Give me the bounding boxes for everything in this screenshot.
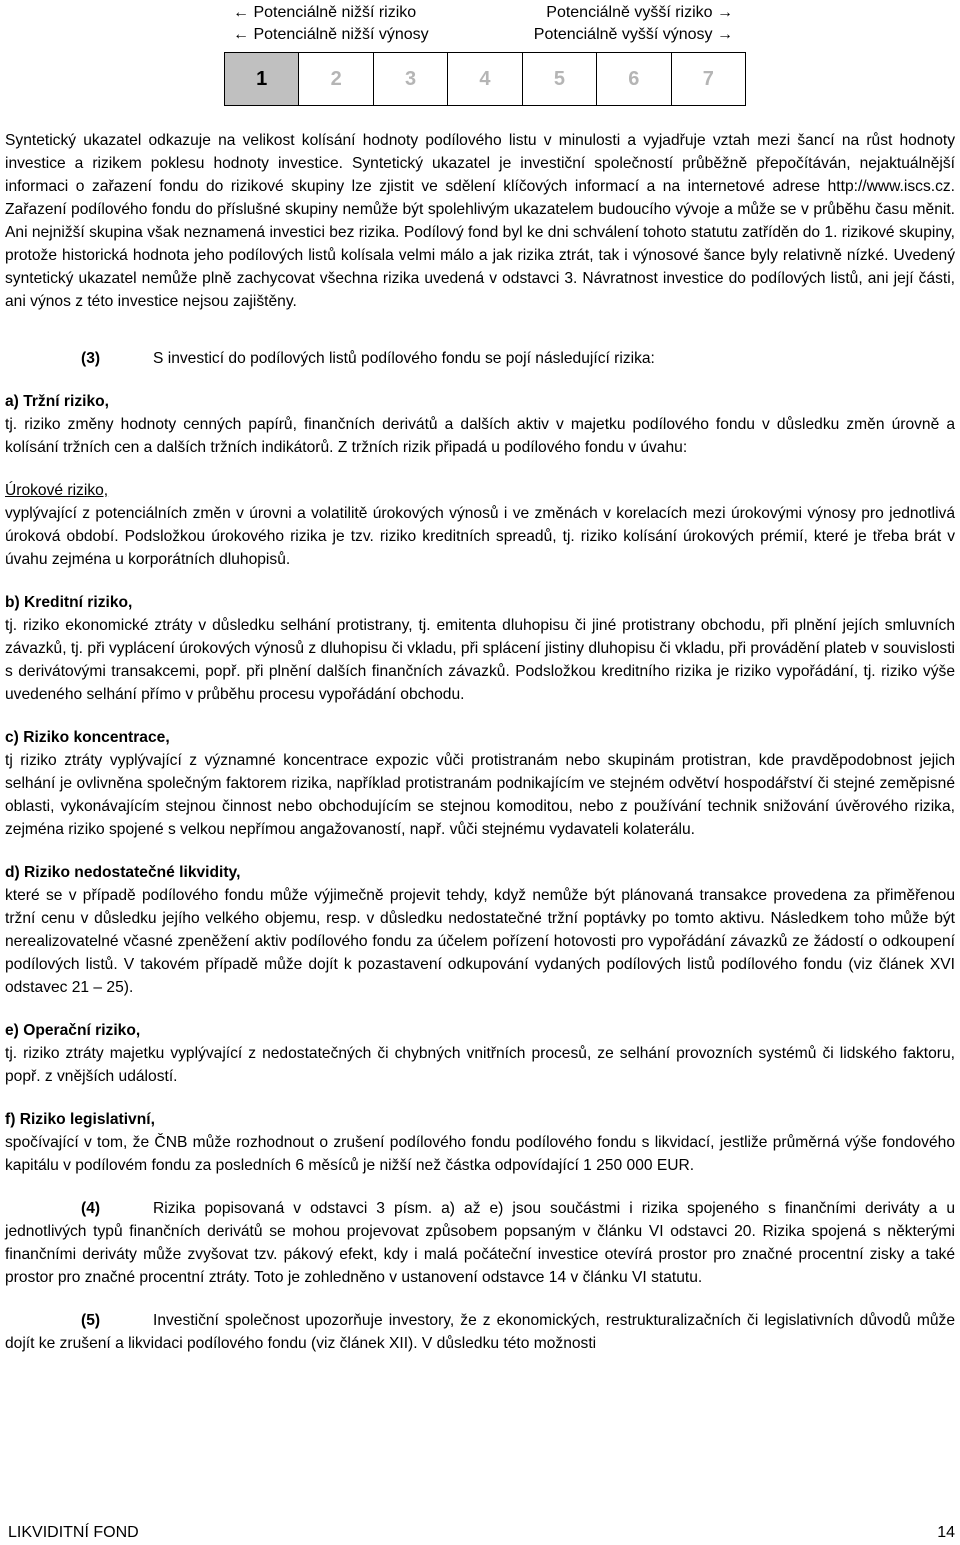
paragraph-number: (5): [81, 1312, 101, 1329]
credit-risk-heading: b) Kreditní riziko,: [5, 594, 133, 611]
risk-level-cell: 6: [597, 53, 671, 106]
lower-returns-label: ← Potenciálně nižší výnosy: [233, 26, 429, 43]
paragraph-text: Investiční společnost upozorňuje investory, že z ekonomických, restrukturalizačních či legislativních důvodů může dojít ke zrušení a likvidaci podílového fondu (viz článek XII). V důsledku této možnosti: [5, 1312, 955, 1352]
paragraph-text: Rizika popisovaná v odstavci 3 písm. a) až e) jsou součástmi i rizika spojeného s finančními deriváty a u jednotlivých typů finančních derivátů se mohou projevovat způsobem popsaným v článku VI odstavci 20. Rizika spojená s některými finančními deriváty může zvyšovat tzv. pákový efekt, kdy i malá počáteční investice otevírá prostor pro značné procentní zisky a také prostor pro značné procentní ztráty. Toto je zohledněno v ustanovení odstavce 14 v článku VI statutu.: [5, 1200, 955, 1286]
paragraph-number: (4): [81, 1200, 101, 1217]
higher-risk-label: Potenciálně vyšší riziko →: [546, 4, 733, 21]
market-risk-text: tj. riziko změny hodnoty cenných papírů, finančních derivátů a dalších aktiv v majetku podílového fondu v důsledku změn úrovně a kolísání tržních cen a dalších tržních indikátorů. Z tržních rizik připadá u podílového fondu v úvahu:: [5, 416, 955, 456]
liquidity-risk-text: které se v případě podílového fondu může výjimečně projevit tehdy, když nemůže být plánovaná transakce provedena za přiměřenou tržní cenu v důsledku jejího velkého objemu, resp. v důsledku nedostatečné tržní poptávky po tomto aktivu. Následkem toho může být nerealizovatelné včasné zpeněžení aktiv podílového fondu za účelem pořízení hotovosti pro vypořádání závazků ze žádostí o odkoupení podílových listů. V takovém případě může dojít k pozastavení odkupování vydaných podílových listů podílového fondu (viz článek XVI odstavec 21 – 25).: [5, 887, 955, 996]
credit-risk-text: tj. riziko ekonomické ztráty v důsledku selhání protistrany, tj. emitenta dluhopisu či jiné protistrany obchodu, při plnění jejích smluvních závazků, tj. při vyplácení úrokových výnosů z dluhopisu či vkladu, při splácení jistiny dluhopisu či vkladu, při provádění plateb v souvislosti s derivátovými transakcemi, popř. při plnění dalších finančních závazků. Podsložkou kreditního rizika je riziko vypořádání, tj. riziko výše uvedeného selhání přímo v průběhu procesu vypořádání obchodu.: [5, 617, 955, 703]
paragraph-number: (3): [81, 350, 101, 367]
paragraph-4: [5, 1197, 955, 1289]
risk-level-cell: 1: [225, 53, 299, 106]
concentration-risk-text: tj riziko ztráty vyplývající z významné koncentrace expozic vůči protistranám nebo skupinám protistran, kde pravděpodobnost jejich selhání je ovlivněna společným faktorem rizika, například protistranám podnikajícím ve stejném odvětví hospodářství či stejné zeměpisné oblasti, vykonávajícím stejnou činnost nebo obchodujícím se stejnou komoditou, nebo z používání technik snižování úvěrového rizika, zejména riziko spojené s velkou nepřímou angažovaností, např. vůči stejnému vydavateli kolaterálu.: [5, 752, 955, 838]
footer-page-number: 14: [937, 1524, 955, 1541]
risk-level-cell: 7: [671, 53, 745, 106]
liquidity-risk-heading: d) Riziko nedostatečné likvidity,: [5, 864, 241, 881]
risk-scale-table: [224, 52, 746, 106]
page-footer: [8, 1521, 955, 1544]
paragraph-text: S investicí do podílových listů podílového fondu se pojí následující rizika:: [153, 350, 655, 367]
risk-scale-labels: [233, 2, 733, 46]
risk-level-cell: 5: [522, 53, 596, 106]
operational-risk-text: tj. riziko ztráty majetku vyplývající z nedostatečných či chybných vnitřních procesů, ze selhání provozních systémů či lidského faktoru, popř. z vnějších událostí.: [5, 1045, 955, 1085]
concentration-risk-heading: c) Riziko koncentrace,: [5, 729, 170, 746]
document-body: [5, 129, 955, 1355]
paragraph-3: [5, 347, 955, 370]
operational-risk-heading: e) Operační riziko,: [5, 1022, 141, 1039]
risk-level-cell: 4: [448, 53, 522, 106]
risk-level-cell: 3: [373, 53, 447, 106]
risk-level-cell: 2: [299, 53, 373, 106]
interest-risk-text: vyplývající z potenciálních změn v úrovni a volatilitě úrokových výnosů i ve změnách v korelacích mezi úrokovými výnosy pro jednotlivá úroková období. Podsložkou úrokového rizika je tzv. riziko kreditních spreadů, tj. riziko kolísání úrokových prémií, které je třeba brát v úvahu zejména u korporátních dluhopisů.: [5, 505, 955, 568]
paragraph-5: [5, 1309, 955, 1355]
market-risk-heading: a) Tržní riziko,: [5, 393, 109, 410]
footer-fund-name: LIKVIDITNÍ FOND: [8, 1524, 139, 1541]
intro-paragraph: Syntetický ukazatel odkazuje na velikost kolísání hodnoty podílového listu v minulosti a vyjadřuje vztah mezi šancí na růst hodnoty investice a rizikem poklesu hodnoty investice. Syntetický ukazatel je investiční společností průběžně přepočítáván, nejaktuálnější informaci o zařazení fondu do rizikové skupiny lze zjistit ve sdělení klíčových informací a na internetové adrese http://www.iscs.cz. Zařazení podílového fondu do příslušné skupiny nemůže být spolehlivým ukazatelem budoucího vývoje a může se v průběhu času měnit. Ani nejnižší skupina však neznamená investici bez rizika. Podílový fond byl ke dni schválení tohoto statutu zatříděn do 1. rizikové skupiny, protože historická hodnota jeho podílových listů kolísala velmi málo a jak rizika ztrát, tak i výnosové šance byly relativně nízké. Uvedený syntetický ukazatel nemůže plně zachycovat všechna rizika uvedená v odstavci 3. Návratnost investice do podílových listů, ani její části, ani výnos z této investice nejsou zajištěny.: [5, 132, 955, 310]
legislative-risk-heading: f) Riziko legislativní,: [5, 1111, 155, 1128]
interest-risk-heading: Úrokové riziko,: [5, 482, 109, 499]
lower-risk-label: ← Potenciálně nižší riziko: [233, 4, 417, 21]
higher-returns-label: Potenciálně vyšší výnosy →: [533, 26, 733, 43]
legislative-risk-text: spočívající v tom, že ČNB může rozhodnout o zrušení podílového fondu podílového fondu s likvidací, jestliže průměrná výše fondového kapitálu v podílovém fondu za posledních 6 měsíců je nižší než částka odpovídající 1 250 000 EUR.: [5, 1134, 955, 1174]
